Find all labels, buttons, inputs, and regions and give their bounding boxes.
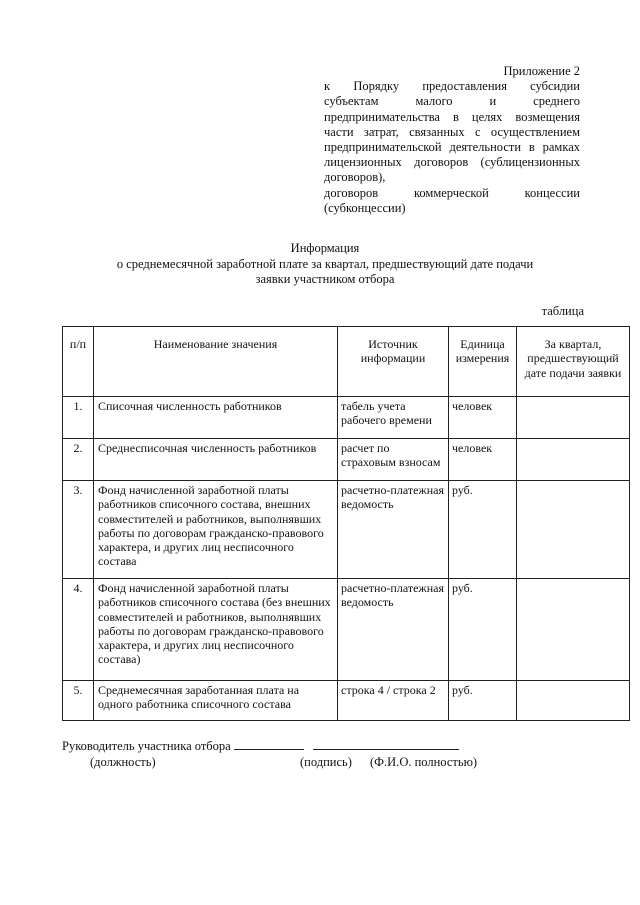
appendix-line: договоров), [324, 170, 386, 185]
row-value [517, 481, 630, 579]
row-source: расчетно-платежная ведомость [338, 579, 449, 681]
row-name: Среднесписочная численность работников [94, 439, 338, 481]
info-table [62, 326, 630, 721]
header-value: За квартал, предшествующий дате подачи заявки [517, 327, 630, 397]
appendix-line: предпринимательства в целях возмещения [324, 109, 580, 124]
header-name: Наименование значения [94, 327, 338, 397]
row-name: Фонд начисленной заработной платы работников списочного состава, внешних совместителей и работников, выполнявших работы по договорам гражданско-правового характера, и других лиц несписочного состава [94, 481, 338, 579]
name-blank [313, 738, 459, 750]
row-unit: человек [449, 397, 517, 439]
row-name: Фонд начисленной заработной платы работников списочного состава (без внешних совместителей и работников, выполнявших работы по договорам гражданско-правового характера, и других лиц несписочного состава) [94, 579, 338, 681]
row-name: Списочная численность работников [94, 397, 338, 439]
header-num: п/п [63, 327, 94, 397]
signature-caption: (подпись) [300, 755, 352, 769]
heading-subtitle-cont: заявки участником отбора [255, 272, 395, 286]
row-num: 2. [63, 439, 94, 481]
name-caption: (Ф.И.О. полностью) [370, 755, 478, 769]
appendix-block [324, 64, 580, 216]
appendix-line: договоров коммерческой концессии [324, 185, 580, 200]
row-source: расчет по страховым взносам [338, 439, 449, 481]
signature-block [62, 738, 482, 770]
position-blank [234, 738, 304, 750]
row-value [517, 439, 630, 481]
header-unit: Единица измерения [449, 327, 517, 397]
table-row [63, 579, 630, 681]
appendix-line: части затрат, связанных с осуществлением [324, 124, 580, 139]
row-value [517, 579, 630, 681]
row-unit: руб. [449, 681, 517, 721]
row-unit: руб. [449, 481, 517, 579]
row-unit: руб. [449, 579, 517, 681]
appendix-line: предпринимательской деятельности в рамках [324, 140, 580, 155]
heading-title: Информация [290, 241, 360, 255]
row-value [517, 681, 630, 721]
appendix-line: к Порядку предоставления субсидии [324, 79, 580, 94]
appendix-title: Приложение 2 [503, 64, 580, 78]
row-unit: человек [449, 439, 517, 481]
row-num: 4. [63, 579, 94, 681]
row-num: 5. [63, 681, 94, 721]
table-row [63, 681, 630, 721]
table-row [63, 481, 630, 579]
appendix-line: лицензионных договоров (сублицензионных [324, 155, 580, 170]
header-source: Источник информации [338, 327, 449, 397]
row-value [517, 397, 630, 439]
signature-label: Руководитель участника отбора [62, 739, 231, 753]
appendix-line: субъектам малого и среднего [324, 94, 580, 109]
table-row [63, 397, 630, 439]
row-num: 1. [63, 397, 94, 439]
table-label: таблица [541, 304, 584, 318]
heading-subtitle: о среднемесячной заработной плате за квартал, предшествующий дате подачи [116, 256, 534, 271]
position-caption: (должность) [90, 755, 156, 769]
row-num: 3. [63, 481, 94, 579]
appendix-line: (субконцессии) [324, 200, 406, 215]
row-name: Среднемесячная заработанная плата на одного работника списочного состава [94, 681, 338, 721]
document-heading [60, 241, 590, 288]
row-source: расчетно-платежная ведомость [338, 481, 449, 579]
row-source: табель учета рабочего времени [338, 397, 449, 439]
row-source: строка 4 / строка 2 [338, 681, 449, 721]
table-row [63, 439, 630, 481]
